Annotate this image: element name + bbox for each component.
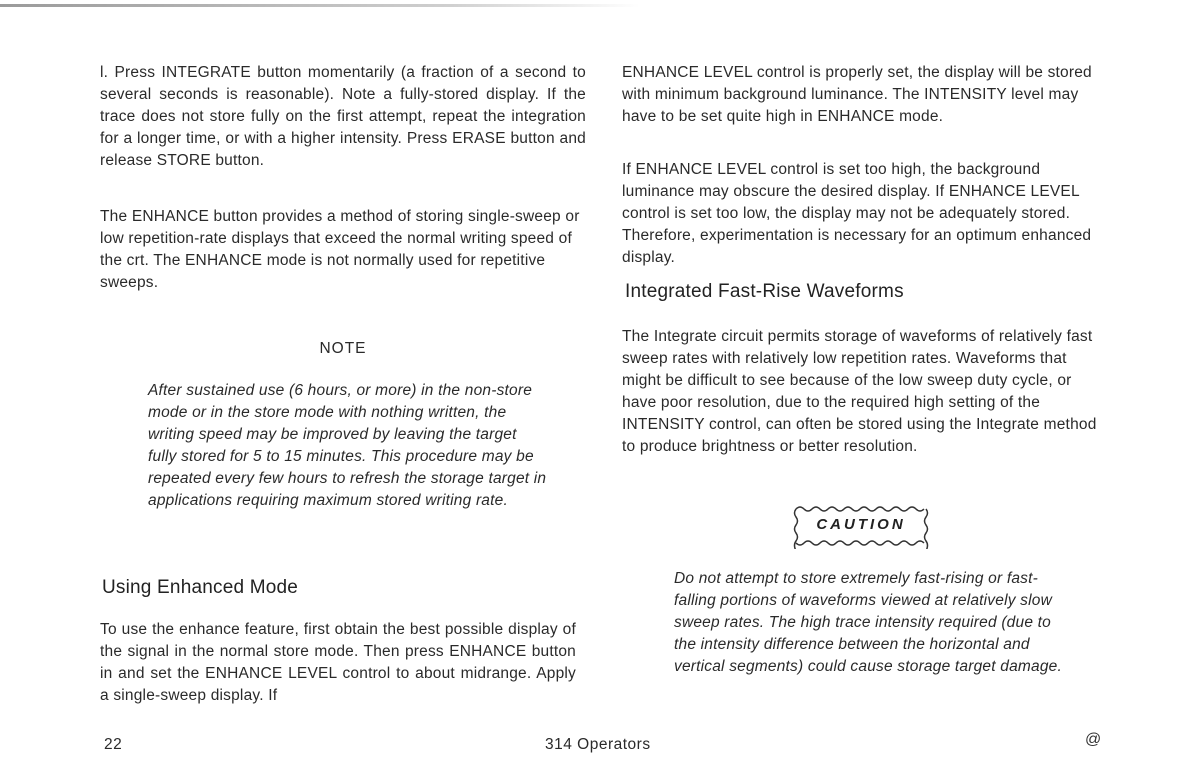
paragraph-integrate-step: l. Press INTEGRATE button momentarily (a fraction of a second to several seconds is reasonable). Note a fully-stored display. If the trace does not store fully on the first attempt, repeat the integration for a longer time, or with a higher intensity. Press ERASE button and release STORE button.	[100, 64, 586, 169]
left-column	[100, 62, 586, 172]
publisher-logo: @	[1085, 731, 1102, 748]
note-text: After sustained use (6 hours, or more) in the non-store mode or in the store mode with nothing written, the writing speed may be improved by leaving the target fully stored for 5 to 15 minutes. This procedure may be repeated every few hours to refresh the storage target in applications requiring maximum stored writing rate.	[148, 382, 547, 509]
heading-using-enhanced-mode: Using Enhanced Mode	[102, 577, 299, 598]
caution-text: Do not attempt to store extremely fast-rising or fast-falling portions of waveforms viewed at relatively slow sweep rates. The high trace intensity required (due to the intensity difference between the horizontal and vertical segments) could cause storage target damage.	[674, 570, 1062, 675]
manual-title: 314 Operators	[545, 736, 651, 753]
caution-label: CAUTION	[816, 516, 906, 533]
paragraph-use-enhance: To use the enhance feature, first obtain the best possible display of the signal in the normal store mode. Then press ENHANCE button in and set the ENHANCE LEVEL control to about midrange. Apply a single-sweep display. If	[100, 621, 576, 704]
top-rule	[0, 4, 640, 7]
paragraph-integrate-circuit: The Integrate circuit permits storage of waveforms of relatively fast sweep rates with relatively low repetition rates. Waveforms that might be difficult to see because of the low sweep duty cycle, or have poor resolution, due to the required high setting of the INTENSITY control, can often be stored using the Integrate method to produce brightness or better resolution.	[622, 328, 1097, 455]
caution-box	[792, 503, 930, 549]
heading-integrated-fast-rise: Integrated Fast-Rise Waveforms	[625, 281, 904, 302]
paragraph-enhance-level-high: If ENHANCE LEVEL control is set too high, the background luminance may obscure the desired display. If ENHANCE LEVEL control is set too low, the display may not be adequately stored. Therefore, experimentation is necessary for an optimum enhanced display.	[622, 161, 1092, 266]
paragraph-enhance-level-set: ENHANCE LEVEL control is properly set, the display will be stored with minimum background luminance. The INTENSITY level may have to be set quite high in ENHANCE mode.	[622, 64, 1092, 125]
note-title: NOTE	[319, 340, 367, 357]
paragraph-enhance-button: The ENHANCE button provides a method of storing single-sweep or low repetition-rate displays that exceed the normal writing speed of the crt. The ENHANCE mode is not normally used for repetitive sweeps.	[100, 208, 580, 291]
page-number: 22	[104, 736, 123, 753]
